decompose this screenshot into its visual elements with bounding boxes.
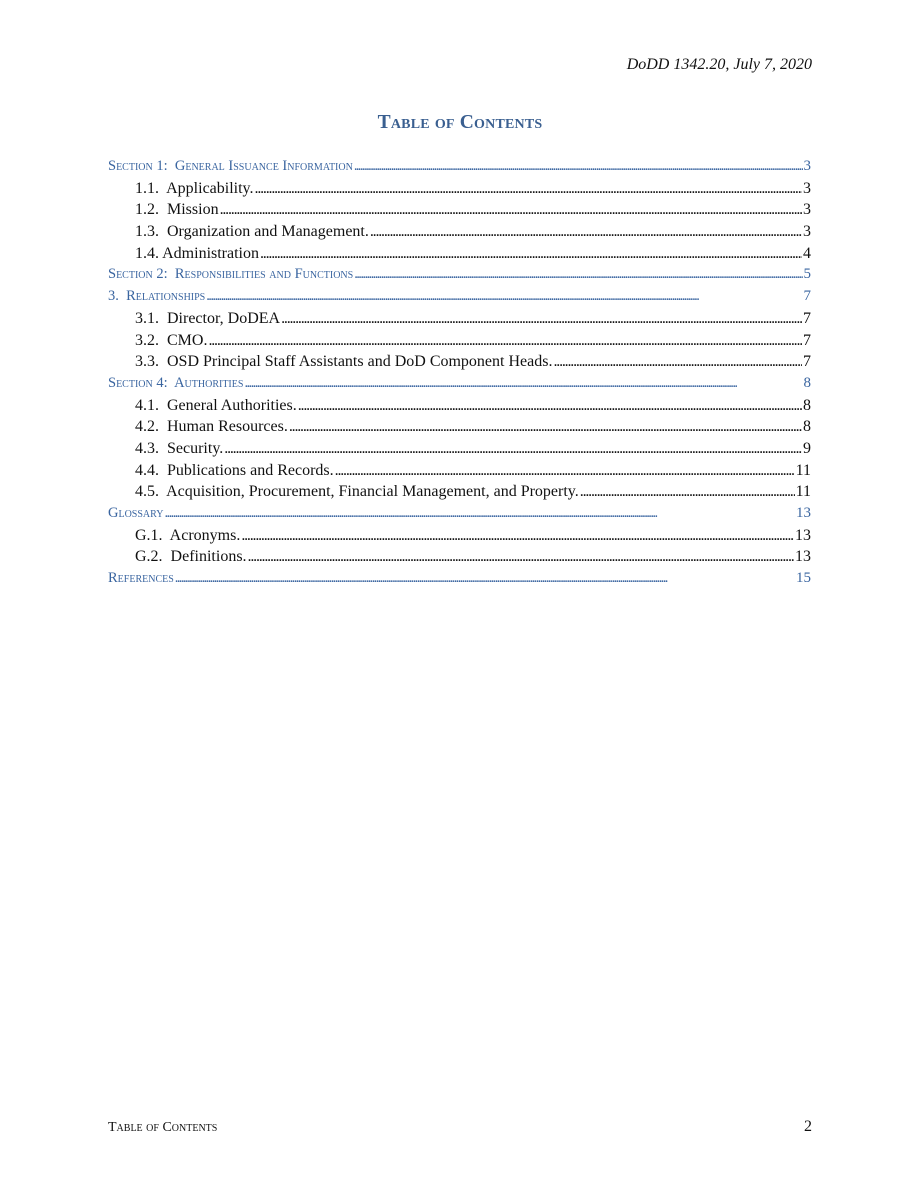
toc-section-link[interactable]	[108, 505, 811, 527]
toc-section-link[interactable]	[108, 570, 811, 592]
toc-entry-label: 4.3. Security.	[135, 439, 224, 457]
toc-leader-dots	[248, 548, 794, 566]
toc-subsection-link[interactable]	[108, 548, 811, 570]
toc-entry-page: 8	[803, 374, 811, 391]
footer-page-number: 2	[804, 1118, 812, 1135]
toc-leader-dots	[281, 310, 802, 328]
toc-entry-label: Section 2: Responsibilities and Functions	[108, 266, 354, 283]
toc-entry-page: 3	[803, 179, 811, 197]
toc-entry-label: G.2. Definitions.	[135, 548, 247, 566]
table-of-contents	[108, 158, 811, 592]
toc-entry-page: 11	[795, 461, 811, 479]
toc-entry-page: 13	[795, 548, 811, 566]
toc-leader-dots	[335, 462, 795, 480]
toc-entry-label: 4.4. Publications and Records.	[135, 461, 334, 479]
toc-subsection-link[interactable]	[108, 332, 811, 354]
toc-leader-dots	[224, 440, 802, 458]
toc-leader-dots	[260, 245, 802, 263]
toc-entry-label: 3.2. CMO.	[135, 331, 208, 349]
toc-section-link[interactable]	[108, 375, 811, 397]
toc-subsection-link[interactable]	[108, 223, 811, 245]
toc-entry-page: 7	[803, 288, 811, 305]
toc-entry-label: Glossary	[108, 505, 164, 521]
toc-section-link[interactable]	[108, 288, 811, 310]
toc-leader-dots	[289, 418, 802, 436]
toc-entry-page: 7	[803, 331, 811, 349]
toc-entry-page: 5	[803, 266, 811, 283]
toc-entry-page: 8	[803, 396, 811, 414]
toc-entry-label: 1.1. Applicability.	[135, 179, 254, 197]
toc-entry-page: 15	[796, 570, 811, 587]
toc-leader-dots	[220, 201, 802, 219]
toc-entry-page: 9	[803, 439, 811, 457]
toc-entry-page: 3	[803, 223, 811, 241]
toc-subsection-link[interactable]	[108, 397, 811, 419]
toc-entry-label: 1.2. Mission	[135, 201, 219, 219]
toc-leader-dots	[165, 505, 796, 522]
toc-subsection-link[interactable]	[108, 245, 811, 267]
toc-subsection-link[interactable]	[108, 180, 811, 202]
toc-entry-page: 11	[795, 483, 811, 501]
toc-entry-label: Section 4: Authorities	[108, 374, 244, 391]
running-header: DoDD 1342.20, July 7, 2020	[626, 56, 812, 73]
toc-entry-label: 4.5. Acquisition, Procurement, Financial Management, and Property.	[135, 483, 579, 501]
toc-subsection-link[interactable]	[108, 310, 811, 332]
toc-entry-label: 3.3. OSD Principal Staff Assistants and DoD Component Heads.	[135, 353, 553, 371]
toc-entry-label: 3. Relationships	[108, 288, 206, 305]
toc-entry-label: 3.1. Director, DoDEA	[135, 309, 281, 327]
toc-leader-dots	[244, 375, 802, 392]
toc-entry-label: 1.4. Administration	[135, 244, 259, 262]
toc-subsection-link[interactable]	[108, 462, 811, 484]
toc-leader-dots	[241, 527, 794, 545]
toc-entry-label: 4.1. General Authorities.	[135, 396, 297, 414]
toc-leader-dots	[580, 483, 795, 501]
toc-subsection-link[interactable]	[108, 418, 811, 440]
toc-entry-page: 13	[795, 526, 811, 544]
toc-section-link[interactable]	[108, 158, 811, 180]
toc-entry-page: 7	[803, 353, 811, 371]
toc-leader-dots	[370, 223, 802, 241]
page-title: Table of Contents	[377, 112, 543, 133]
toc-leader-dots	[175, 570, 795, 587]
toc-entry-page: 3	[803, 158, 811, 174]
toc-leader-dots	[553, 353, 802, 371]
toc-entry-page: 4	[803, 244, 811, 262]
toc-entry-page: 3	[803, 201, 811, 219]
toc-subsection-link[interactable]	[108, 483, 811, 505]
toc-leader-dots	[255, 180, 802, 198]
toc-entry-label: G.1. Acronyms.	[135, 526, 241, 544]
toc-entry-label: References	[108, 570, 174, 587]
toc-entry-label: Section 1: General Issuance Information	[108, 158, 353, 174]
toc-leader-dots	[354, 266, 802, 283]
toc-entry-label: 1.3. Organization and Management.	[135, 223, 369, 241]
footer-section-name: Table of Contents	[108, 1120, 218, 1135]
toc-entry-page: 8	[803, 418, 811, 436]
toc-subsection-link[interactable]	[108, 527, 811, 549]
toc-subsection-link[interactable]	[108, 201, 811, 223]
toc-section-link[interactable]	[108, 266, 811, 288]
toc-leader-dots	[206, 288, 802, 305]
toc-subsection-link[interactable]	[108, 440, 811, 462]
toc-entry-label: 4.2. Human Resources.	[135, 418, 288, 436]
toc-leader-dots	[354, 158, 803, 175]
toc-leader-dots	[298, 397, 802, 415]
toc-entry-page: 7	[803, 309, 811, 327]
toc-subsection-link[interactable]	[108, 353, 811, 375]
toc-entry-page: 13	[796, 505, 811, 521]
toc-leader-dots	[208, 332, 802, 350]
